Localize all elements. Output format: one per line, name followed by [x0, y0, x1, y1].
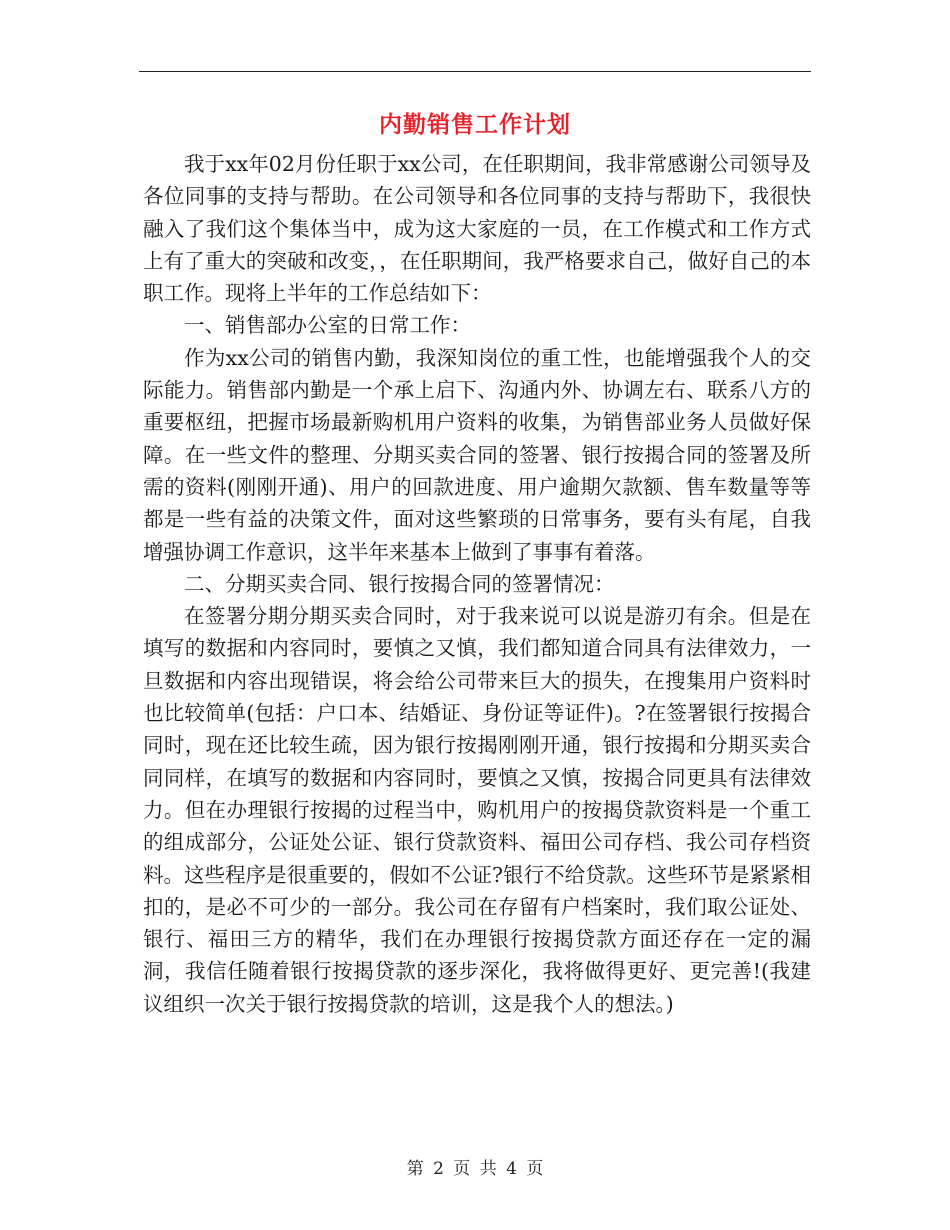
- document-body: [143, 148, 811, 1020]
- section-2-paragraph: 在签署分期分期买卖合同时，对于我来说可以说是游刃有余。但是在填写的数据和内容同时，要慎之又慎，我们都知道合同具有法律效力，一旦数据和内容出现错误，将会给公司带来巨大的损失，在搜集用户资料时也比较简单(包括：户口本、结婚证、身份证等证件)。?在签署银行按揭合同时，现在还比较生疏，因为银行按揭刚刚开通，银行按揭和分期买卖合同同样，在填写的数据和内容同时，要慎之又慎，按揭合同更具有法律效力。但在办理银行按揭的过程当中，购机用户的按揭贷款资料是一个重工的组成部分，公证处公证、银行贷款资料、福田公司存档、我公司存档资料。这些程序是很重要的，假如不公证?银行不给贷款。这些环节是紧紧相扣的，是必不可少的一部分。我公司在存留有户档案时，我们取公证处、银行、福田三方的精华，我们在办理银行按揭贷款方面还存在一定的漏洞，我信任随着银行按揭贷款的逐步深化，我将做得更好、更完善!(我建议组织一次关于银行按揭贷款的培训，这是我个人的想法。): [143, 604, 811, 1016]
- document-title: 内勤销售工作计划: [379, 111, 571, 138]
- section-heading-2: 二、分期买卖合同、银行按揭合同的签署情况：: [184, 571, 615, 596]
- section-heading-1: 一、销售部办公室的日常工作：: [184, 313, 471, 338]
- section-1-paragraph: 作为xx公司的销售内勤，我深知岗位的重工性，也能增强我个人的交际能力。销售部内勤是一个承上启下、沟通内外、协调左右、联系八方的重要枢纽，把握市场最新购机用户资料的收集，为销售部业务人员做好保障。在一些文件的整理、分期买卖合同的签署、银行按揭合同的签署及所需的资料(刚刚开通)、用户的回款进度、用户逾期欠款额、售车数量等等都是一些有益的决策文件，面对这些繁琐的日常事务，要有头有尾，自我增强协调工作意识，这半年来基本上做到了事事有着落。: [143, 345, 811, 564]
- page-number-footer: 第 2 页 共 4 页: [406, 1159, 544, 1179]
- intro-paragraph: 我于xx年02月份任职于xx公司，在任职期间，我非常感谢公司领导及各位同事的支持与帮助。在公司领导和各位同事的支持与帮助下，我很快融入了我们这个集体当中，成为这大家庭的一员，在工作模式和工作方式上有了重大的突破和改变，，在任职期间，我严格要求自己，做好自己的本职工作。现将上半年的工作总结如下：: [143, 152, 811, 306]
- header-rule: [139, 71, 811, 72]
